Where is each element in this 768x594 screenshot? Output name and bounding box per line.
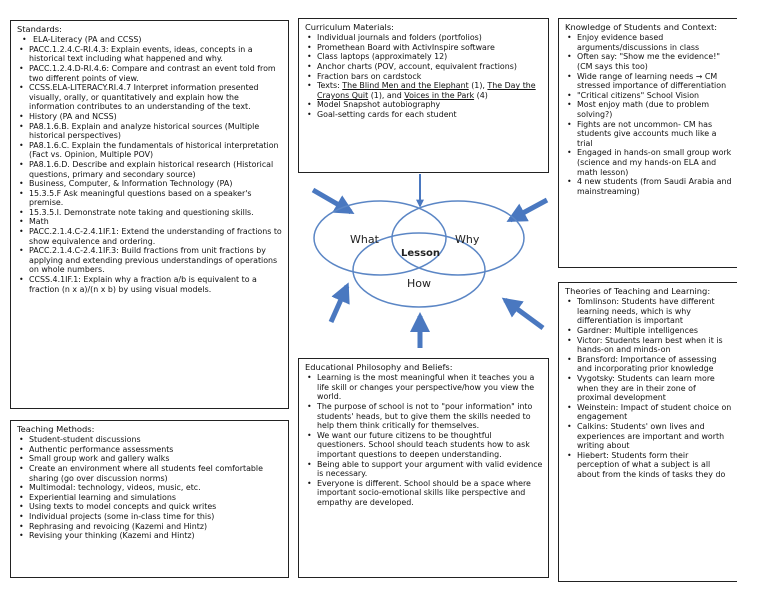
list-item: • Class laptops (approximately 12) [305,52,543,62]
list-item: • 4 new students (from Saudi Arabia and mainstreaming) [565,177,732,196]
list-item: • Learning is the most meaningful when it teaches you a life skill or changes your perspective/how you view the world. [305,373,543,402]
list-item: • PACC.1.2.4.C-RI.4.3: Explain events, ideas, concepts in a historical text including what happened and why. [17,45,283,64]
list-item: • Enjoy evidence based arguments/discussions in class [565,33,732,52]
arrow-from-teaching [331,286,347,322]
list-item: • Victor: Students learn best when it is hands-on and minds-on [565,336,732,355]
lesson-label: Lesson [401,248,441,259]
book-count: (1), [468,81,488,91]
list-item: • Bransford: Importance of assessing and incorporating prior knowledge [565,355,732,374]
list-item: • Student-student discussions [17,435,283,445]
list-item: • Individual projects (some in-class time for this) [17,512,283,522]
what-circle [314,201,446,275]
list-item: • Often say: "Show me the evidence!" (CM says this too) [565,52,732,71]
why-label: Why [455,233,480,246]
list-item: • Weinstein: Impact of student choice on engagement [565,403,732,422]
list-item: • Engaged in hands-on small group work (science and my hands-on ELA and math lesson) [565,148,732,177]
list-item: • ELA-Literacy (PA and CCSS) [17,35,283,45]
list-item: • Hiebert: Students form their perception of what a subject is all about from the kinds of tasks they do [565,451,732,480]
list-item: • Model Snapshot autobiography [305,100,543,110]
what-label: What [350,233,379,246]
standards-box [10,20,289,409]
list-item: • Math [17,217,283,227]
theories-title: Theories of Teaching and Learning: [565,286,711,296]
list-item: • Tomlinson: Students have different learning needs, which is why differentiation is important [565,297,732,326]
knowledge-title: Knowledge of Students and Context: [565,22,718,32]
book-title: The Day the Crayons Quit [317,81,536,100]
list-item: • We want our future citizens to be thoughtful questioners. School should teach students how to ask important questions to deepen understanding. [305,431,543,460]
list-item: • Individual journals and folders (portfolios) [305,33,543,43]
list-item: • CCSS.ELA-LITERACY.RI.4.7 Interpret information presented visually, orally, or quantitatively and explain how the information contributes to an understanding of the text. [17,83,283,112]
list-item: • Being able to support your argument with valid evidence is necessary. [305,460,543,479]
list-item: • PACC.1.2.4.D-RI.4.6: Compare and contrast an event told from two different points of view. [17,64,283,83]
list-item: • Calkins: Students' own lives and experiences are important and worth writing about [565,422,732,451]
knowledge-box [558,18,737,268]
arrow-from-theories [505,300,543,328]
teaching-box [10,420,289,578]
teaching-title: Teaching Methods: [17,424,95,434]
book-count: (1), and [368,90,405,100]
list-item: • Using texts to model concepts and quick writes [17,502,283,512]
texts-prefix: Texts: [317,81,343,91]
book-count: (4) [474,90,488,100]
philosophy-box [298,358,549,578]
standards-title: Standards: [17,24,62,34]
list-item: • 15.3.5.I. Demonstrate note taking and questioning skills. [17,208,283,218]
theories-box [558,282,737,582]
list-item: • Vygotsky: Students can learn more when they are in their zone of proximal development [565,374,732,403]
philosophy-list [305,373,543,507]
curriculum-box [298,18,549,173]
texts-item [305,81,543,100]
list-item: • PA8.1.6.B. Explain and analyze historical sources (Multiple historical perspectives) [17,122,283,141]
list-item: • Gardner: Multiple intelligences [565,326,732,336]
arrow-from-standards [313,190,351,212]
list-item: • PACC.2.1.4.C-2.4.1IF.3: Build fractions from unit fractions by applying and extending previous understandings of operations on whole numbers. [17,246,283,275]
arrow-from-knowledge [510,200,547,220]
theories-list [565,297,732,479]
book-title: Voices in the Park [404,90,475,100]
list-item: • Create an environment where all students feel comfortable sharing (go over discussion norms) [17,464,283,483]
list-item: • Small group work and gallery walks [17,454,283,464]
list-item: • Revising your thinking (Kazemi and Hintz) [17,531,283,541]
list-item: • Wide range of learning needs → CM stressed importance of differentiation [565,72,732,91]
list-item: • PA8.1.6.C. Explain the fundamentals of historical interpretation (Fact vs. Opinion, Multiple POV) [17,141,283,160]
list-item: • PACC.2.1.4.C-2.4.1IF.1: Extend the understanding of fractions to show equivalence and ordering. [17,227,283,246]
how-label: How [407,277,431,290]
list-item: • Promethean Board with ActivInspire software [305,43,543,53]
list-item: • CCSS.4.1IF.1: Explain why a fraction a/b is equivalent to a fraction (n x a)/(n x b) by using visual models. [17,275,283,294]
list-item: • Multimodal: technology, videos, music, etc. [17,483,283,493]
list-item: • Most enjoy math (due to problem solving?) [565,100,732,119]
list-item: • "Critical citizens" School Vision [565,91,732,101]
list-item: • Fights are not uncommon- CM has students give accounts much like a trial [565,120,732,149]
philosophy-title: Educational Philosophy and Beliefs: [305,362,453,372]
book-title: The Blind Men and the Elephant [342,81,469,91]
list-item: • The purpose of school is not to "pour information" into students' heads, but to give them the skills needed to help them think critically for themselves. [305,402,543,431]
list-item: • History (PA and NCSS) [17,112,283,122]
list-item: • Anchor charts (POV, account, equivalent fractions) [305,62,543,72]
list-item: • Business, Computer, & Information Technology (PA) [17,179,283,189]
standards-list [17,35,283,294]
list-item: • Rephrasing and revoicing (Kazemi and Hintz) [17,522,283,532]
knowledge-list [565,33,732,196]
curriculum-list [305,33,543,119]
list-item: • Experiential learning and simulations [17,493,283,503]
list-item: • 15.3.5.F Ask meaningful questions based on a speaker's premise. [17,189,283,208]
teaching-list [17,435,283,541]
list-item: • Authentic performance assessments [17,445,283,455]
list-item: • PA8.1.6.D. Describe and explain historical research (Historical questions, primary and secondary source) [17,160,283,179]
venn-diagram [295,170,555,355]
list-item: • Everyone is different. School should be a space where important socio-emotional skills like perspective and empathy are developed. [305,479,543,508]
list-item: • Goal-setting cards for each student [305,110,543,120]
curriculum-title: Curriculum Materials: [305,22,394,32]
list-item: • Fraction bars on cardstock [305,72,543,82]
